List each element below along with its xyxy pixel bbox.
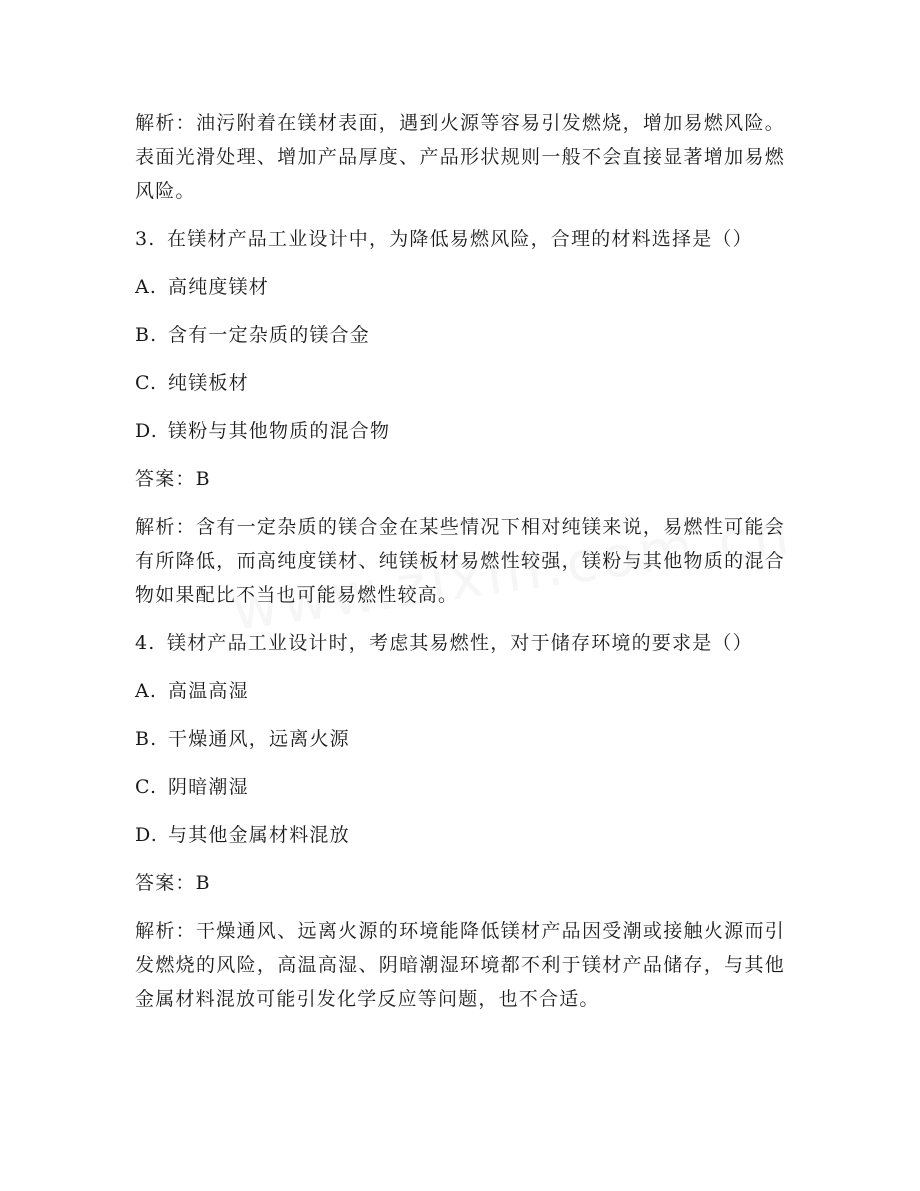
option-text: 与其他金属材料混放: [168, 824, 350, 846]
option-d: [135, 414, 785, 448]
analysis: 解析：干燥通风、远离火源的环境能降低镁材产品因受潮或接触火源而引发燃烧的风险，高温高湿、阴暗潮湿环境都不利于镁材产品储存，与其他金属材料混放可能引发化学反应等问题，也不合适。: [135, 920, 785, 1010]
option-text: 含有一定杂质的镁合金: [168, 324, 371, 346]
answer: 答案：B: [135, 468, 211, 490]
option-a: [135, 270, 785, 304]
option-letter: A.: [135, 276, 158, 298]
option-letter: D.: [135, 420, 158, 442]
option-letter: A.: [135, 680, 158, 702]
document-content: [135, 106, 785, 1030]
analysis: 解析：含有一定杂质的镁合金在某些情况下相对纯镁来说，易燃性可能会有所降低，而高纯度镁材、纯镁板材易燃性较强，镁粉与其他物质的混合物如果配比不当也可能易燃性较高。: [135, 516, 785, 606]
analysis-q2: 解析：油污附着在镁材表面，遇到火源等容易引发燃烧，增加易燃风险。表面光滑处理、增加产品厚度、产品形状规则一般不会直接显著增加易燃风险。: [135, 112, 785, 202]
option-b: [135, 318, 785, 352]
option-text: 纯镁板材: [168, 372, 249, 394]
question-text: 在镁材产品工业设计中，为降低易燃风险，合理的材料选择是（）: [167, 228, 753, 250]
option-d: [135, 818, 785, 852]
option-c: [135, 366, 785, 400]
option-c: [135, 770, 785, 804]
option-letter: C.: [135, 372, 158, 394]
option-text: 高温高湿: [168, 680, 249, 702]
option-text: 高纯度镁材: [168, 276, 270, 298]
question-stem: [135, 626, 785, 660]
question-3: [135, 222, 785, 612]
option-letter: C.: [135, 776, 158, 798]
option-a: [135, 674, 785, 708]
option-b: [135, 722, 785, 756]
question-number: 4.: [135, 632, 156, 654]
option-letter: B.: [135, 728, 158, 750]
option-text: 阴暗潮湿: [168, 776, 249, 798]
option-text: 镁粉与其他物质的混合物: [168, 420, 391, 442]
option-letter: D.: [135, 824, 158, 846]
option-letter: B.: [135, 324, 158, 346]
option-text: 干燥通风，远离火源: [168, 728, 350, 750]
question-number: 3.: [135, 228, 156, 250]
question-4: [135, 626, 785, 1016]
question-stem: [135, 222, 785, 256]
answer: 答案：B: [135, 872, 211, 894]
question-text: 镁材产品工业设计时，考虑其易燃性，对于储存环境的要求是（）: [167, 632, 753, 654]
